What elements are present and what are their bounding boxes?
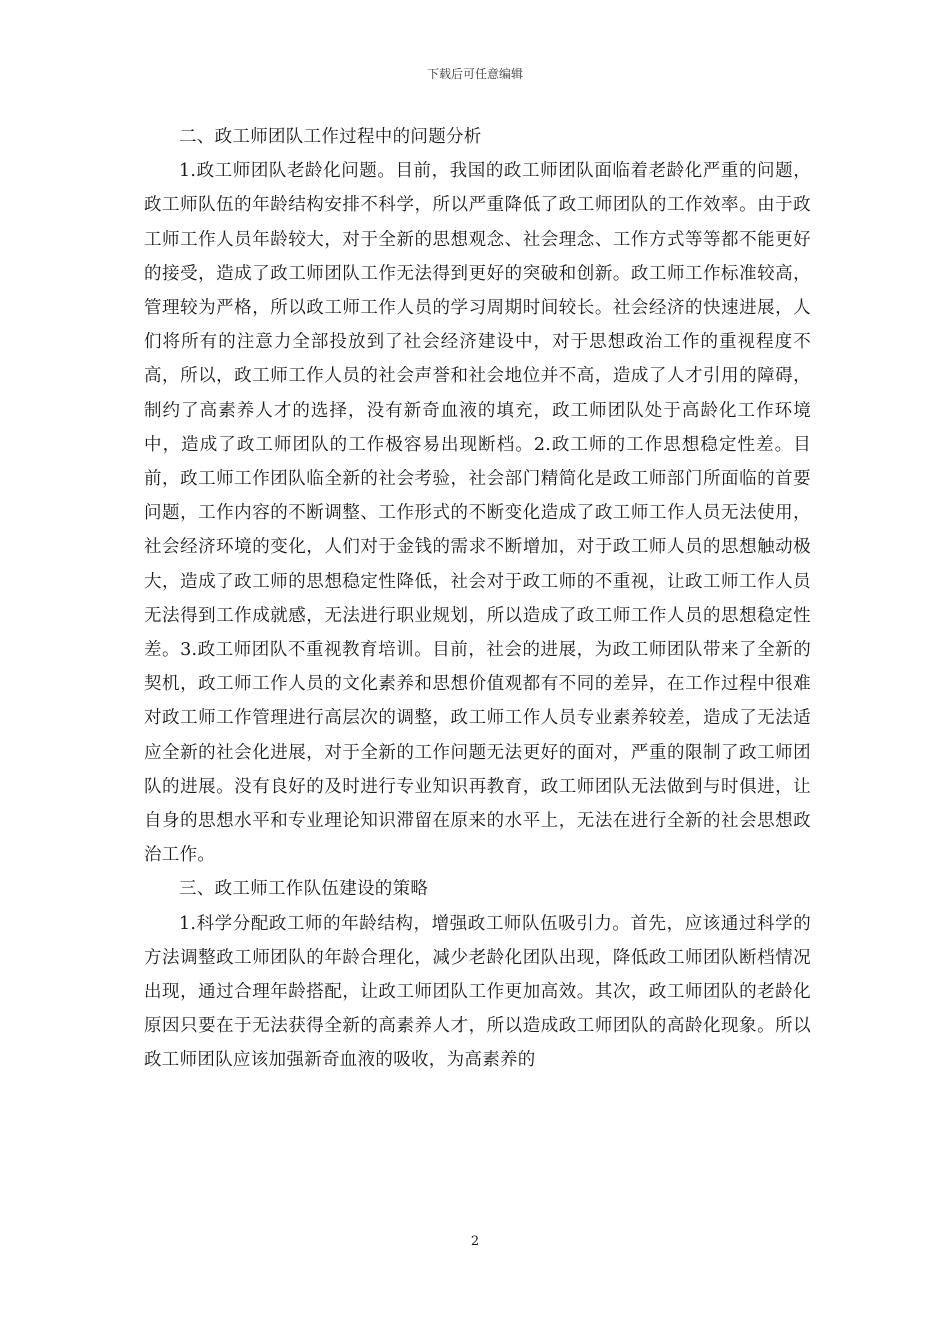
- page-number: 2: [470, 1234, 480, 1249]
- section-heading-strategies: 三、政工师工作队伍建设的策略: [179, 879, 429, 900]
- paragraph-problems-analysis: 1.政工师团队老龄化问题。目前，我国的政工师团队面临着老龄化严重的问题，政工师队伍的年龄结构安排不科学，所以严重降低了政工师团队的工作效率。由于政工师工作人员年龄较大，对于全新的思想观念、社会理念、工作方式等等都不能更好的接受，造成了政工师团队工作无法得到更好的突破和创新。政工师工作标准较高，管理较为严格，所以政工师工作人员的学习周期时间较长。社会经济的快速进展，人们将所有的注意力全部投放到了社会经济建设中，对于思想政治工作的重视程度不高，所以，政工师工作人员的社会声誉和社会地位并不高，造成了人才引用的障碍，制约了高素养人才的选择，没有新奇血液的填充，政工师团队处于高龄化工作环境中，造成了政工师团队的工作极容易出现断档。2.政工师的工作思想稳定性差。目前，政工师工作团队临全新的社会考验，社会部门精简化是政工师部门所面临的首要问题，工作内容的不断调整、工作形式的不断变化造成了政工师工作人员无法使用，社会经济环境的变化，人们对于金钱的需求不断增加，对于政工师人员的思想触动极大，造成了政工师的思想稳定性降低，社会对于政工师的不重视，让政工师工作人员无法得到工作成就感，无法进行职业规划，所以造成了政工师工作人员的思想稳定性差。3.政工师团队不重视教育培训。目前，社会的进展，为政工师团队带来了全新的契机，政工师工作人员的文化素养和思想价值观都有不同的差异，在工作过程中很难对政工师工作管理进行高层次的调整，政工师工作人员专业素养较差，造成了无法适应全新的社会化进展，对于全新的工作问题无法更好的面对，严重的限制了政工师团队的进展。没有良好的及时进行专业知识再教育，政工师团队无法做到与时俱进，让自身的思想水平和专业理论知识滞留在原来的水平上，无法在进行全新的社会思想政治工作。: [144, 161, 811, 866]
- page-header: 下载后可任意编辑: [426, 67, 523, 81]
- document-body: [144, 120, 811, 1078]
- section-heading-problems: 二、政工师团队工作过程中的问题分析: [179, 127, 482, 147]
- paragraph-strategies: 1.科学分配政工师的年龄结构，增强政工师队伍吸引力。首先，应该通过科学的方法调整政工师团队的年龄合理化，减少老龄化团队出现，降低政工师团队断档情况出现，通过合理年龄搭配，让政工师团队工作更加高效。其次，政工师团队的老龄化原因只要在于无法获得全新的高素养人才，所以造成政工师团队的高龄化现象。所以政工师团队应该加强新奇血液的吸收，为高素养的: [144, 913, 811, 1071]
